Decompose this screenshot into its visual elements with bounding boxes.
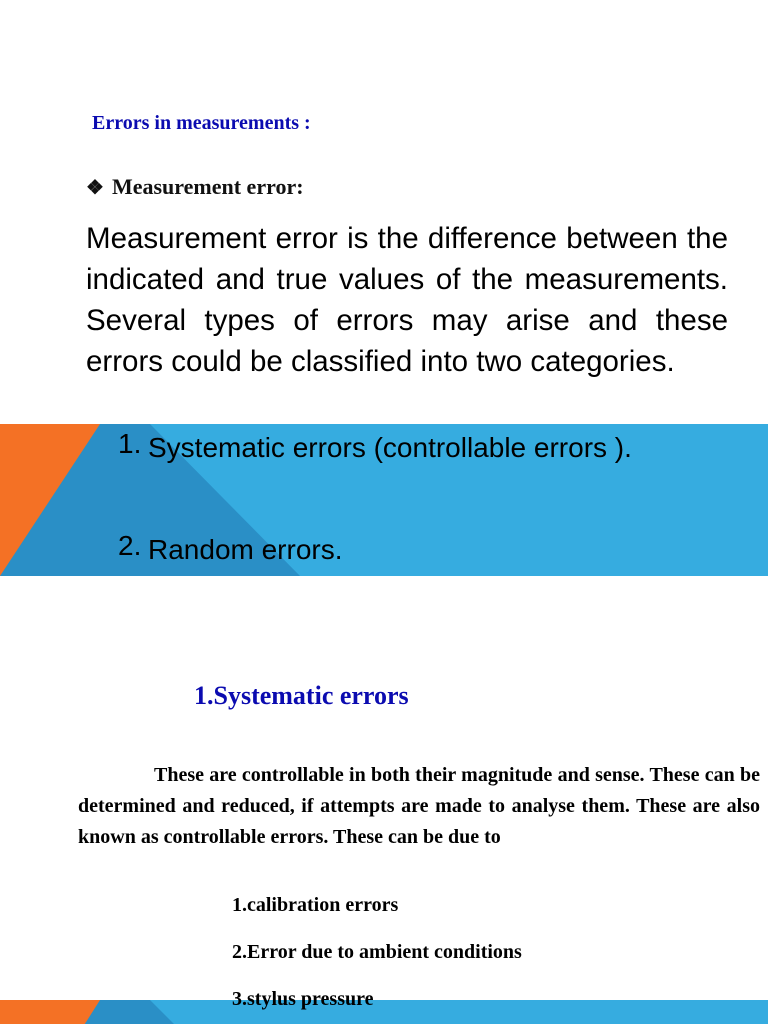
list-item-number: 1. (118, 428, 142, 459)
list-item: 1.calibration errors (232, 894, 399, 916)
section-paragraph (78, 760, 760, 853)
band-orange-wedge (0, 1000, 100, 1024)
page-title: Errors in measurements : (92, 112, 311, 134)
section-paragraph-text: These are controllable in both their magnitude and sense. These can be determined and reduced, if attempts are made to analyse them. These are also known as controllable errors. These can be due to (78, 764, 760, 848)
causes-list (232, 894, 522, 1024)
list-item: 2.Error due to ambient conditions (232, 941, 522, 963)
sub-heading-text: Measurement error: (111, 174, 304, 199)
section-title: 1.Systematic errors (194, 681, 409, 710)
list-item-number: 2. (118, 530, 142, 561)
slide-2 (0, 576, 768, 1024)
list-item-text: Systematic errors (controllable errors ). (148, 432, 632, 463)
diamond-bullet-icon: ❖ (86, 177, 104, 199)
list-item: 3.stylus pressure (232, 988, 374, 1010)
list-item (118, 428, 648, 468)
list-item-text: Random errors. (148, 534, 343, 565)
list-item (118, 530, 343, 570)
definition-paragraph: Measurement error is the difference between the indicated and true values of the measurements. Several types of errors may arise and these errors could be classified into two categories. (86, 222, 728, 378)
sub-heading (86, 174, 304, 200)
